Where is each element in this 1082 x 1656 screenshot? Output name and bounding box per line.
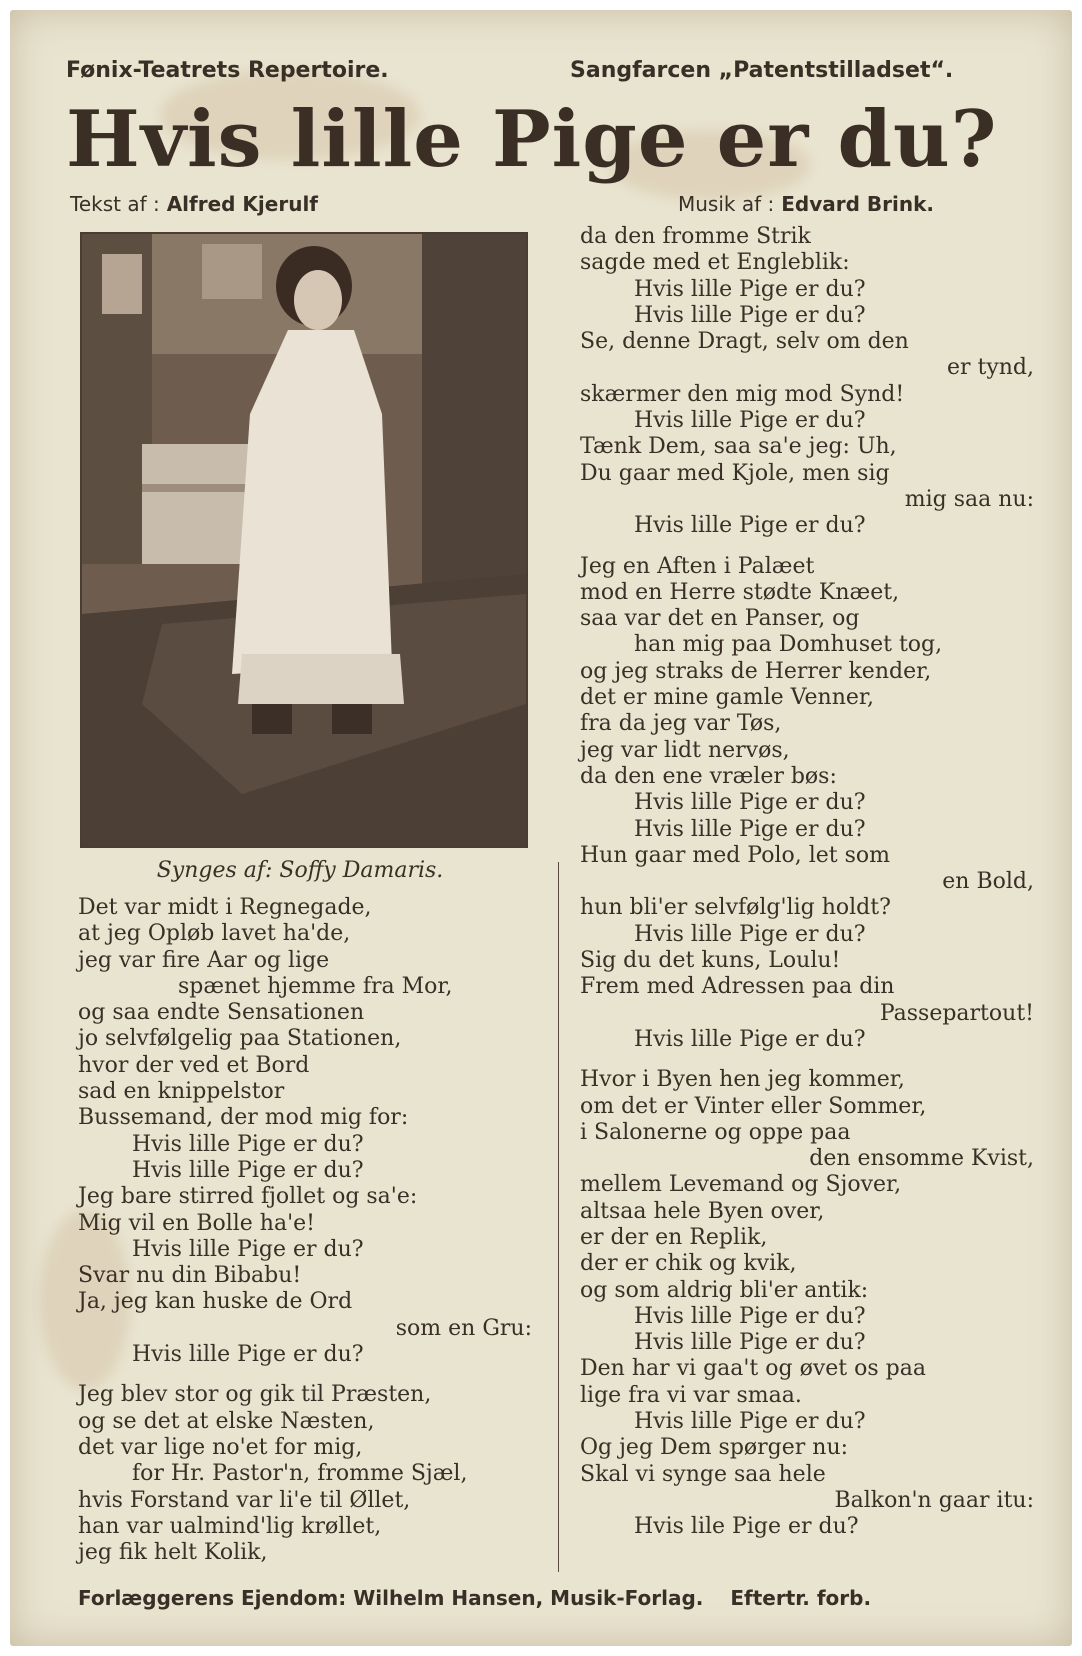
lyric-line: Hun gaar med Polo, let som <box>580 842 891 868</box>
lyrics-credit <box>70 192 318 216</box>
lyric-line: Hvis lille Pige er du? <box>634 408 866 434</box>
lyric-line: Hvis lille Pige er du? <box>132 1236 364 1262</box>
lyric-line: Du gaar med Kjole, men sig <box>580 460 890 486</box>
lyric-line: Hvis lille Pige er du? <box>634 1303 866 1329</box>
lyric-line: Hvis lille Pige er du? <box>634 302 866 328</box>
lyric-line: hvor der ved et Bord <box>78 1052 310 1078</box>
lyric-line: Hvis lille Pige er du? <box>634 1330 866 1356</box>
lyric-line: Hvis lille Pige er du? <box>634 790 866 816</box>
publisher-footer <box>78 1586 871 1610</box>
lyric-line: Hvor i Byen hen jeg kommer, <box>580 1067 905 1093</box>
lyric-line: Jeg bare stirred fjollet og sa'e: <box>78 1184 418 1210</box>
lyric-line: da den fromme Strik <box>580 224 811 249</box>
lyric-line: Frem med Adressen paa din <box>580 974 895 1000</box>
publisher-name: Wilhelm Hansen, Musik-Forlag. <box>353 1586 704 1610</box>
stanza-gap <box>580 540 1040 554</box>
lyric-line: er der en Replik, <box>580 1224 768 1250</box>
lyric-line: fra da jeg var Tøs, <box>580 711 782 737</box>
music-credit-label: Musik af : <box>678 192 775 216</box>
lyric-line: han mig paa Domhuset tog, <box>634 632 943 658</box>
column-divider <box>558 862 559 1572</box>
music-credit <box>678 192 934 216</box>
singer-photo-illustration <box>82 234 526 846</box>
lyric-line: han var ualmind'lig krøllet, <box>78 1513 382 1539</box>
publisher-label: Forlæggerens Ejendom: <box>78 1586 347 1610</box>
stanza-gap <box>580 1053 1040 1067</box>
lyric-line: Mig vil en Bolle ha'e! <box>78 1210 316 1236</box>
lyric-line: Hvis lille Pige er du? <box>132 1131 364 1157</box>
song-title: Hvis lille Pige er du? <box>66 94 998 185</box>
lyric-line: der er chik og kvik, <box>580 1251 797 1277</box>
lyric-line: Hvis lille Pige er du? <box>634 921 866 947</box>
lyric-line: for Hr. Pastor'n, fromme Sjæl, <box>132 1461 468 1487</box>
theatre-repertoire-header: Fønix-Teatrets Repertoire. <box>66 58 389 83</box>
lyrics-right-column <box>580 224 1040 1541</box>
lyric-line: om det er Vinter eller Sommer, <box>580 1093 927 1119</box>
lyric-line: saa var det en Panser, og <box>580 606 860 632</box>
stanza-gap <box>78 1368 538 1382</box>
lyrics-left-column <box>78 895 538 1566</box>
lyric-line: at jeg Opløb lavet ha'de, <box>78 921 351 947</box>
lyric-line: jeg var fire Aar og lige <box>78 947 330 973</box>
lyric-line: spænet hjemme fra Mor, <box>178 973 453 999</box>
lyric-line: Svar nu din Bibabu! <box>78 1263 302 1289</box>
lyric-line: Hvis lille Pige er du? <box>634 1026 866 1052</box>
lyric-line: Sig du det kuns, Loulu! <box>580 948 841 974</box>
lyric-line: Hvis lille Pige er du? <box>132 1342 364 1368</box>
lyric-line: sad en knippelstor <box>78 1079 285 1105</box>
lyric-line: Tænk Dem, saa sa'e jeg: Uh, <box>580 434 897 460</box>
lyric-line: altsaa hele Byen over, <box>580 1198 825 1224</box>
lyric-line: lige fra vi var smaa. <box>580 1382 802 1408</box>
lyric-line: jeg fik helt Kolik, <box>78 1540 268 1566</box>
lyric-line: er tynd, <box>946 355 1034 381</box>
lyric-line: den ensomme Kvist, <box>809 1146 1034 1172</box>
lyric-line: Hvis lile Pige er du? <box>634 1514 859 1540</box>
lyric-line: Hvis lille Pige er du? <box>634 276 866 302</box>
lyric-line: og som aldrig bli'er antik: <box>580 1277 869 1303</box>
lyric-line: Jeg en Aften i Palæet <box>580 553 815 579</box>
lyric-line: det er mine gamle Venner, <box>580 685 874 711</box>
lyric-line: Hvis lille Pige er du? <box>132 1157 364 1183</box>
lyric-line: mod en Herre stødte Knæet, <box>580 579 900 605</box>
lyric-line: Skal vi synge saa hele <box>580 1461 826 1487</box>
lyric-line: Passepartout! <box>879 1000 1034 1026</box>
lyric-line: Jeg blev stor og gik til Præsten, <box>78 1382 432 1408</box>
reprint-notice: Eftertr. forb. <box>730 1586 872 1610</box>
lyric-line: en Bold, <box>942 869 1034 895</box>
lyric-line: hvis Forstand var li'e til Øllet, <box>78 1487 411 1513</box>
singer-caption: Synges af: Soffy Damaris. <box>156 858 444 883</box>
lyric-line: da den ene vræler bøs: <box>580 763 837 789</box>
lyric-line: som en Gru: <box>395 1315 532 1341</box>
lyric-line: i Salonerne og oppe paa <box>580 1119 851 1145</box>
lyric-line: jo selvfølgelig paa Stationen, <box>78 1026 402 1052</box>
lyric-line: hun bli'er selvfølg'lig holdt? <box>580 895 891 921</box>
music-author: Edvard Brink. <box>781 192 934 216</box>
lyric-line: det var lige no'et for mig, <box>78 1434 363 1460</box>
lyric-line: Balkon'n gaar itu: <box>834 1487 1034 1513</box>
lyric-line: Den har vi gaa't og øvet os paa <box>580 1356 926 1382</box>
lyric-line: og saa endte Sensationen <box>78 1000 365 1026</box>
lyric-line: jeg var lidt nervøs, <box>580 737 790 763</box>
lyric-line: Hvis lille Pige er du? <box>634 1409 866 1435</box>
lyric-line: og jeg straks de Herrer kender, <box>580 658 932 684</box>
lyric-line: skærmer den mig mod Synd! <box>580 381 905 407</box>
farce-name-header: Sangfarcen „Patentstilladset“. <box>570 58 954 83</box>
lyric-line: mellem Levemand og Sjover, <box>580 1172 902 1198</box>
lyric-line: Ja, jeg kan huske de Ord <box>78 1289 353 1315</box>
lyric-line: Hvis lille Pige er du? <box>634 816 866 842</box>
lyric-line: Se, denne Dragt, selv om den <box>580 329 909 355</box>
lyrics-credit-label: Tekst af : <box>70 192 160 216</box>
song-sheet-card <box>10 10 1072 1646</box>
lyrics-author: Alfred Kjerulf <box>166 192 319 216</box>
singer-photo <box>80 232 528 848</box>
lyric-line: Og jeg Dem spørger nu: <box>580 1435 849 1461</box>
lyric-line: Bussemand, der mod mig for: <box>78 1105 409 1131</box>
lyric-line: mig saa nu: <box>904 486 1034 512</box>
lyric-line: sagde med et Engleblik: <box>580 250 850 276</box>
lyric-line: Hvis lille Pige er du? <box>634 513 866 539</box>
lyric-line: Det var midt i Regnegade, <box>78 895 372 920</box>
lyric-line: og se det at elske Næsten, <box>78 1408 375 1434</box>
